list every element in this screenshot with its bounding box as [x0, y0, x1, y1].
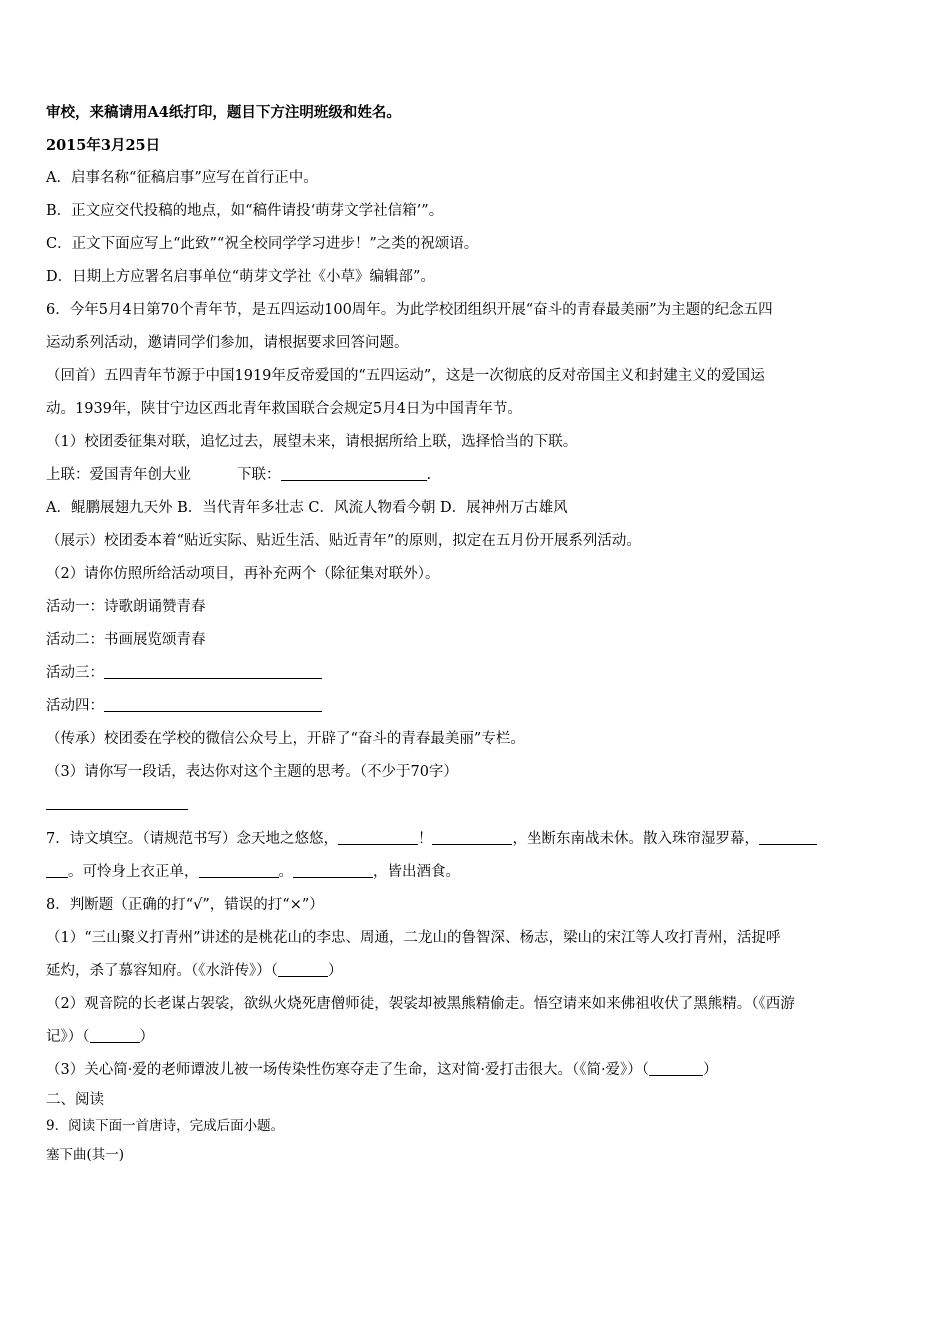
q8-item-3-text: （3）关心简·爱的老师谭波儿被一场传染性伤寒夺走了生命，这对简·爱打击很大。（《简·爱》）（: [46, 1062, 650, 1078]
question-8: 8．判断题（正确的打“√”，错误的打“×”）: [46, 897, 324, 913]
activity-1: 活动一：诗歌朗诵赞青春: [46, 599, 206, 615]
q8-item-2: （2）观音院的长老谋占袈裟，欲纵火烧死唐僧师徒，袈裟却被黑熊精偷走。悟空请来如来佛祖收伏了黑熊精。（《西游: [46, 996, 795, 1012]
q7-text-6: ，皆出酒食。: [373, 864, 460, 880]
q8-item-2-text: 记》）（: [46, 1029, 90, 1045]
q8-item-3: [46, 1054, 908, 1087]
notice-closing-line: 审校，来稿请用A4纸打印，题目下方注明班级和姓名。: [46, 104, 401, 121]
question-7-cont: [46, 856, 908, 889]
q6-inherit-paragraph: （传承）校团委在学校的微信公众号上，开辟了“奋斗的青春最美丽”专栏。: [46, 731, 525, 747]
q7-blank-5[interactable]: [293, 863, 373, 878]
q8-item-1: （1）“三山聚义打青州”讲述的是桃花山的李忠、周通，二龙山的鲁智深、杨志，梁山的宋江等人攻打青州，活捉呼: [46, 930, 781, 946]
question-6-stem-cont: 运动系列活动，邀请同学们参加，请根据要求回答问题。: [46, 335, 409, 351]
activity-4-label: 活动四：: [46, 698, 104, 714]
q7-text-5: 。: [278, 864, 293, 880]
q6-review-paragraph-cont: 动。1939年，陕甘宁边区西北青年救国联合会规定5月4日为中国青年节。: [46, 401, 522, 417]
q7-blank-1[interactable]: [338, 830, 418, 845]
option-a: A．启事名称“征稿启事”应写在首行正中。: [46, 170, 318, 186]
question-7: [46, 823, 908, 856]
q6-answer-blank[interactable]: [46, 789, 188, 810]
q7-blank-3b[interactable]: [46, 863, 68, 878]
couplet-options: A．鲲鹏展翅九天外 B．当代青年多壮志 C．风流人物看今朝 D．展神州万古雄风: [46, 500, 568, 516]
q7-blank-3a[interactable]: [759, 830, 817, 845]
lower-couplet-blank[interactable]: [281, 466, 427, 481]
q6-review-paragraph: （回首）五四青年节源于中国1919年反帝爱国的“五四运动”，这是一次彻底的反对帝国主义和封建主义的爱国运: [46, 368, 765, 384]
q8-close-3: ）: [703, 1062, 718, 1078]
q6-display-paragraph: （展示）校团委本着“贴近实际、贴近生活、贴近青年”的原则，拟定在五月份开展系列活动。: [46, 533, 641, 549]
couplet-line: 上联：爱国青年创大业 下联： .: [46, 467, 432, 483]
option-b: B．正文应交代投稿的地点，如“稿件请投‘萌芽文学社信箱’”。: [46, 203, 444, 219]
activity-3-label: 活动三：: [46, 665, 104, 681]
document-page: [46, 96, 908, 1172]
q6-part1: （1）校团委征集对联，追忆过去，展望未来，请根据所给上联，选择恰当的下联。: [46, 434, 578, 450]
q8-item-1-cont: [46, 955, 908, 988]
section-reading-heading: 二、阅读: [46, 1092, 104, 1108]
activity-3: [46, 657, 908, 690]
q7-text-2: ！: [417, 831, 433, 847]
activity-3-blank[interactable]: [104, 664, 322, 679]
upper-couplet: 上联：爱国青年创大业: [46, 467, 191, 483]
q8-close-1: ）: [328, 963, 343, 979]
q8-answer-3[interactable]: [649, 1061, 703, 1076]
option-d: D．日期上方应署名启事单位“萌芽文学社《小草》编辑部”。: [46, 269, 435, 285]
q8-item-1-text: 延灼，杀了慕容知府。（《水浒传》）（: [46, 963, 278, 979]
lower-couplet-label: 下联：: [237, 467, 281, 483]
q8-answer-1[interactable]: [278, 962, 328, 977]
q6-part3: （3）请你写一段话，表达你对这个主题的思考。（不少于70字）: [46, 764, 458, 780]
q8-close-2: ）: [139, 1029, 154, 1045]
q8-item-2-cont: [46, 1021, 908, 1054]
q7-text-3: ，坐断东南战未休。散入珠帘湿罗幕，: [512, 831, 759, 847]
q7-text-1: 7．诗文填空。（请规范书写）念天地之悠悠，: [46, 831, 338, 847]
activity-4-blank[interactable]: [104, 697, 322, 712]
activity-4: [46, 690, 908, 723]
activity-2: 活动二：书画展览颂青春: [46, 632, 206, 648]
q6-answer-area: [46, 789, 908, 823]
question-6-stem: 6．今年5月4日第70个青年节，是五四运动100周年。为此学校团组织开展“奋斗的青春最美丽”为主题的纪念五四: [46, 302, 773, 318]
question-9: 9．阅读下面一首唐诗，完成后面小题。: [46, 1118, 285, 1134]
notice-date: 2015年3月25日: [46, 137, 161, 154]
option-c: C．正文下面应写上“此致”“祝全校同学学习进步！”之类的祝颂语。: [46, 236, 479, 252]
q7-blank-2[interactable]: [432, 830, 512, 845]
q6-part2: （2）请你仿照所给活动项目，再补充两个（除征集对联外）。: [46, 566, 440, 582]
q7-blank-4[interactable]: [199, 863, 279, 878]
q7-text-4: 。可怜身上衣正单，: [68, 864, 199, 880]
poem-title: 塞下曲(其一): [46, 1147, 125, 1163]
q8-answer-2[interactable]: [90, 1028, 140, 1043]
